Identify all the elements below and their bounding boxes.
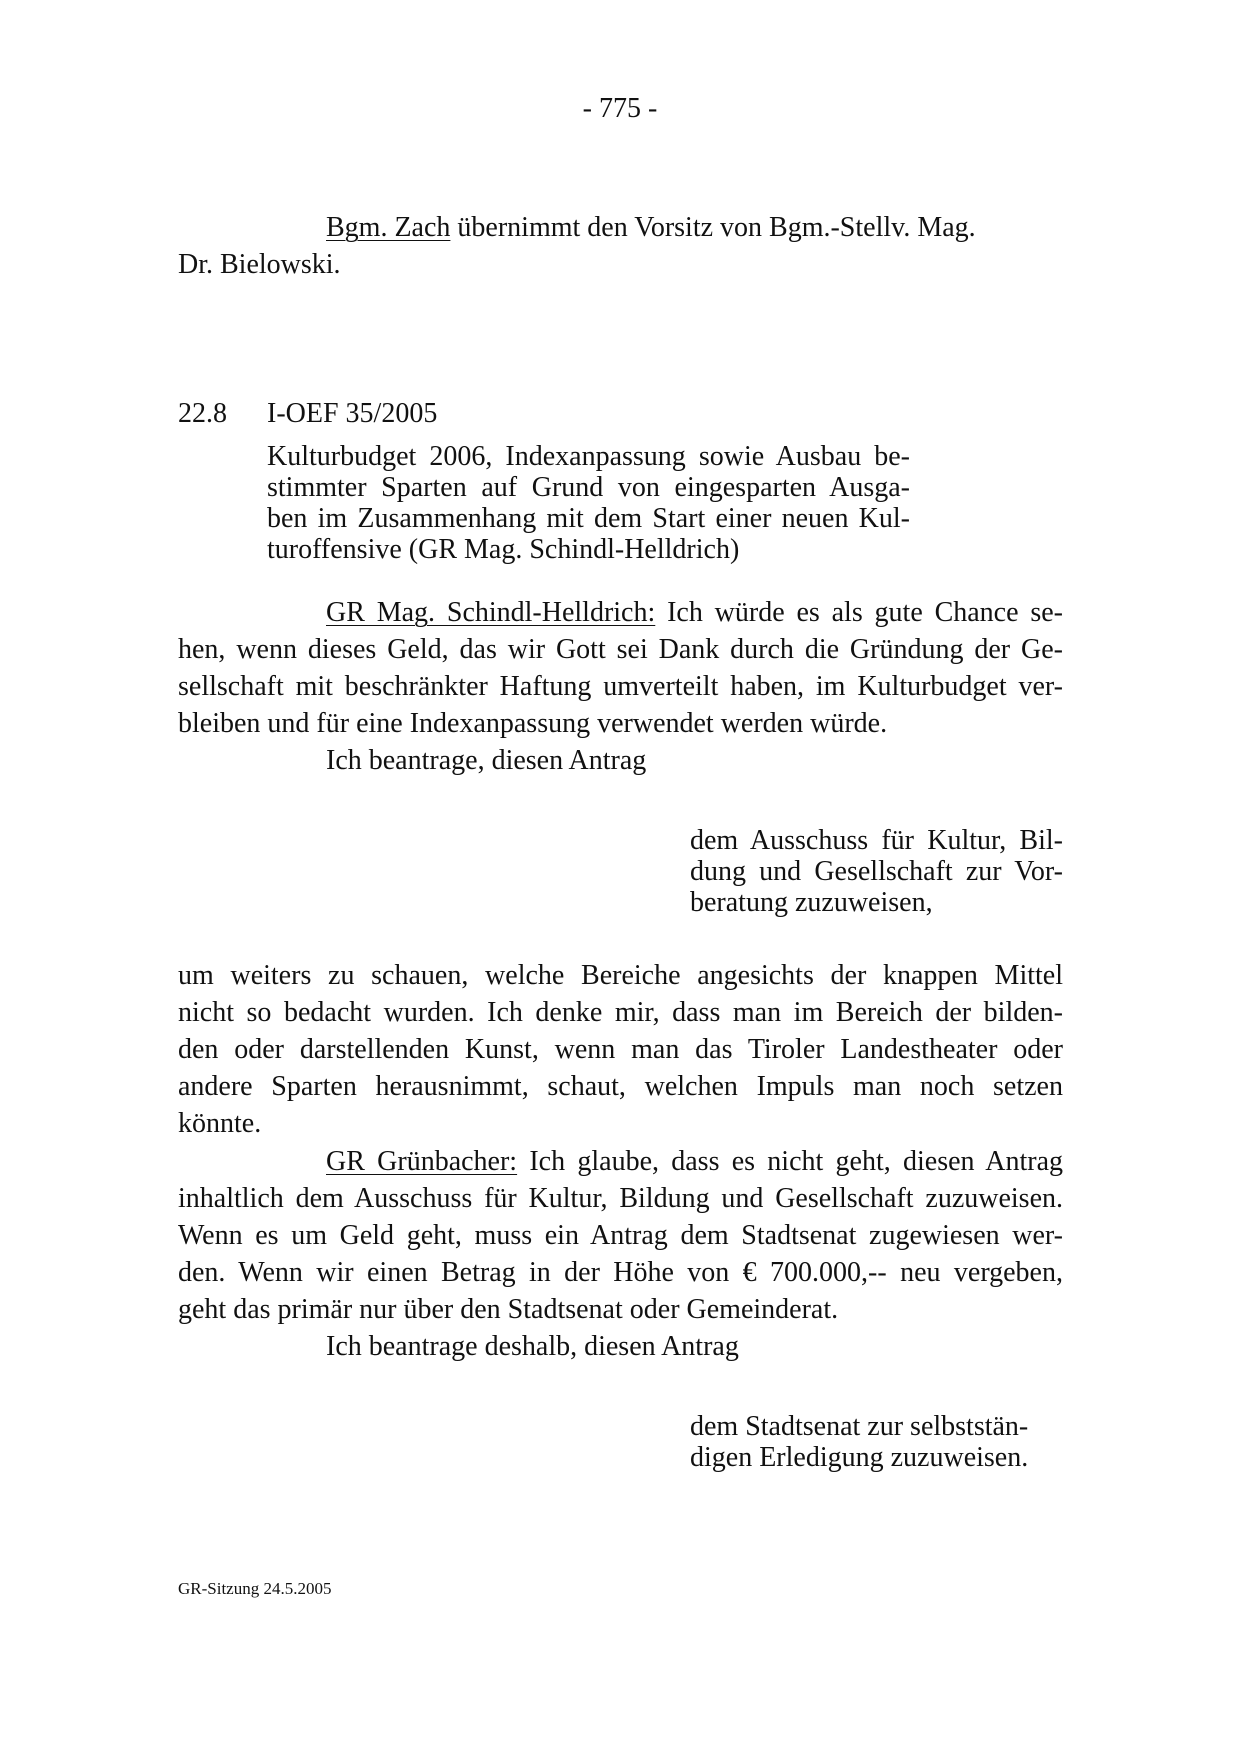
speech1-line: bleiben und für eine Indexanpassung verwendet werden würde. bbox=[178, 708, 888, 739]
speech2-line: inhaltlich dem Ausschuss für Kultur, Bildung und Gesellschaft zuzuweisen. bbox=[178, 1183, 1063, 1214]
continuation-line: nicht so bedacht wurden. Ich denke mir, dass man im Bereich der bilden- bbox=[178, 997, 1063, 1028]
speech2-paragraph bbox=[178, 1143, 1063, 1328]
agenda-title-line: turoffensive (GR Mag. Schindl-Helldrich) bbox=[267, 534, 740, 565]
page-footer: GR-Sitzung 24.5.2005 bbox=[178, 1579, 332, 1598]
motion-line: beratung zuzuweisen, bbox=[690, 887, 933, 918]
speech2-line: geht das primär nur über den Stadtsenat oder Gemeinderat. bbox=[178, 1294, 839, 1325]
speech1-first-line: GR Mag. Schindl-Helldrich: Ich würde es als gute Chance se- bbox=[326, 597, 1064, 628]
continuation-line: den oder darstellenden Kunst, wenn man das Tiroler Landestheater oder bbox=[178, 1034, 1063, 1065]
speech1-paragraph bbox=[178, 594, 1063, 742]
continuation-line: könnte. bbox=[178, 1108, 262, 1139]
motion-line: dem Ausschuss für Kultur, Bil- bbox=[690, 825, 1063, 856]
speech2-motion-intro: Ich beantrage deshalb, diesen Antrag bbox=[326, 1331, 739, 1362]
agenda-item-reference: I-OEF 35/2005 bbox=[267, 398, 438, 429]
continuation-line: um weiters zu schauen, welche Bereiche angesichts der knappen Mittel bbox=[178, 960, 1063, 991]
speech2-line: den. Wenn wir einen Betrag in der Höhe von € 700.000,-- neu vergeben, bbox=[178, 1257, 1063, 1288]
speech1-line: sellschaft mit beschränkter Haftung umverteilt haben, im Kulturbudget ver- bbox=[178, 671, 1063, 702]
motion-line: dung und Gesellschaft zur Vor- bbox=[690, 856, 1063, 887]
page-number: - 775 - bbox=[582, 93, 658, 124]
speech1-motion bbox=[690, 825, 1063, 918]
motion-line: dem Stadtsenat zur selbststän- bbox=[690, 1411, 1029, 1442]
speaker-name: Bgm. Zach bbox=[326, 212, 451, 243]
speech1-continuation bbox=[178, 957, 1063, 1142]
agenda-item-title bbox=[267, 441, 910, 565]
chair-note-text: übernimmt den Vorsitz von Bgm.-Stellv. Mag. bbox=[450, 212, 976, 243]
agenda-item-number: 22.8 bbox=[178, 398, 227, 429]
speech2-first-line: GR Grünbacher: Ich glaube, dass es nicht geht, diesen Antrag bbox=[326, 1146, 1063, 1177]
chair-note-line-2: Dr. Bielowski. bbox=[178, 249, 341, 280]
agenda-title-line: ben im Zusammenhang mit dem Start einer neuen Kul- bbox=[267, 503, 910, 534]
agenda-title-line: Kulturbudget 2006, Indexanpassung sowie Ausbau be- bbox=[267, 441, 910, 472]
continuation-line: andere Sparten herausnimmt, schaut, welchen Impuls man noch setzen bbox=[178, 1071, 1063, 1102]
motion-line: digen Erledigung zuzuweisen. bbox=[690, 1442, 1029, 1473]
speech1-line: hen, wenn dieses Geld, das wir Gott sei Dank durch die Gründung der Ge- bbox=[178, 634, 1063, 665]
agenda-title-line: stimmter Sparten auf Grund von eingesparten Ausga- bbox=[267, 472, 910, 503]
speech2-motion bbox=[690, 1411, 1028, 1473]
speaker-name: GR Mag. Schindl-Helldrich: bbox=[326, 597, 656, 628]
chair-note-line-1 bbox=[326, 209, 976, 246]
speaker-name: GR Grünbacher: bbox=[326, 1146, 518, 1177]
speech1-motion-intro: Ich beantrage, diesen Antrag bbox=[326, 745, 647, 776]
speech2-line: Wenn es um Geld geht, muss ein Antrag dem Stadtsenat zugewiesen wer- bbox=[178, 1220, 1063, 1251]
